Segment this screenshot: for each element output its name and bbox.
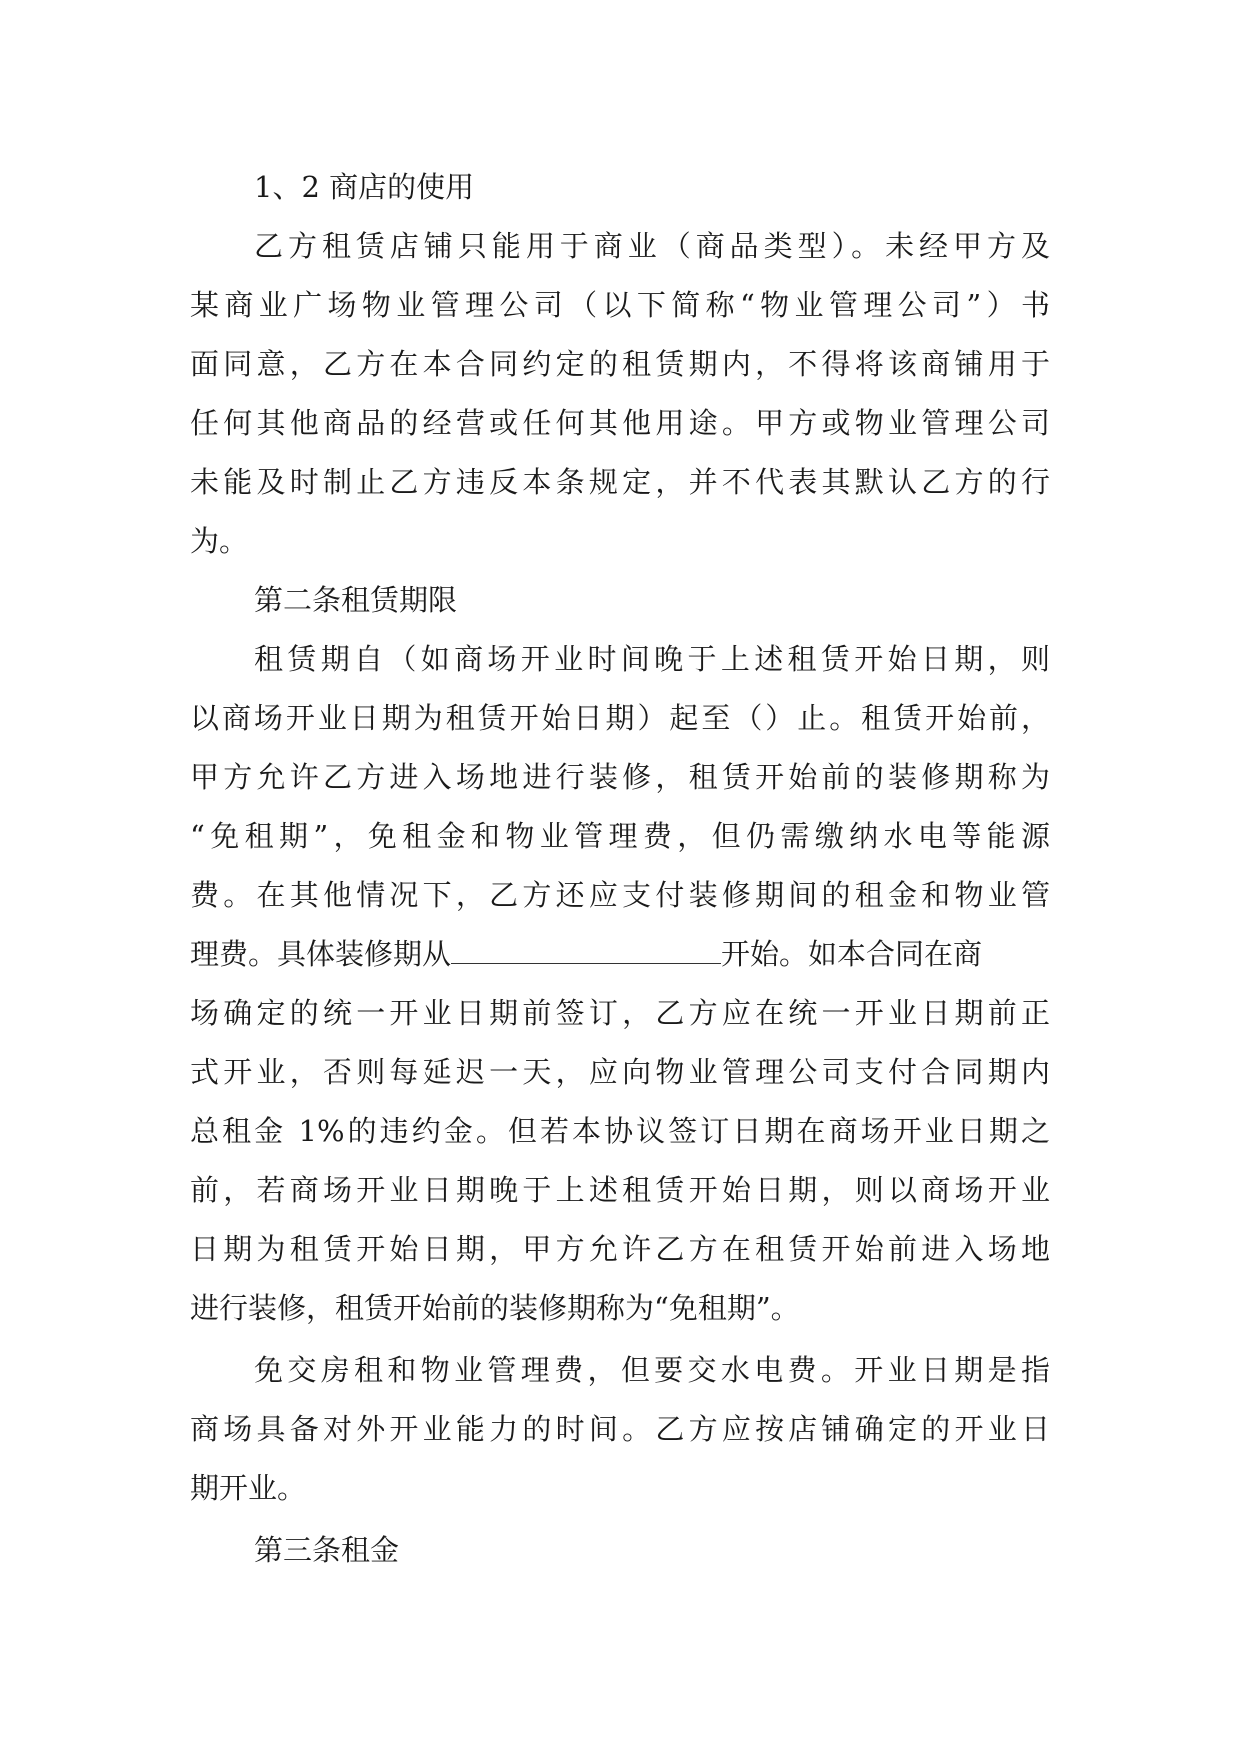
- paragraph-line: 前，若商场开业日期晚于上述租赁开始日期，则以商场开业: [190, 1173, 1050, 1207]
- paragraph-line: 面同意，乙方在本合同约定的租赁期内，不得将该商铺用于: [190, 347, 1050, 381]
- paragraph-line: “免租期”，免租金和物业管理费，但仍需缴纳水电等能源: [190, 819, 1050, 853]
- paragraph-line: 未能及时制止乙方违反本条规定，并不代表其默认乙方的行: [190, 465, 1050, 499]
- paragraph-line: 日期为租赁开始日期，甲方允许乙方在租赁开始前进入场地: [190, 1232, 1050, 1266]
- paragraph-line: 场确定的统一开业日期前签订，乙方应在统一开业日期前正: [190, 996, 1050, 1030]
- paragraph-line: 期开业。: [190, 1471, 307, 1505]
- paragraph-line: 商场具备对外开业能力的时间。乙方应按店铺确定的开业日: [190, 1412, 1050, 1446]
- paragraph-line: 乙方租赁店铺只能用于商业（商品类型）。未经甲方及: [254, 229, 1050, 263]
- paragraph-line: 免交房租和物业管理费，但要交水电费。开业日期是指: [254, 1353, 1050, 1387]
- article-heading-3: 第三条租金: [254, 1533, 400, 1567]
- paragraph-line: 以商场开业日期为租赁开始日期）起至（）止。租赁开始前，: [190, 701, 1050, 735]
- document-body: [190, 158, 1050, 1580]
- paragraph-line: 为。: [190, 524, 249, 558]
- paragraph-line: 甲方允许乙方进入场地进行装修，租赁开始前的装修期称为: [190, 760, 1050, 794]
- paragraph-line: 费。在其他情况下，乙方还应支付装修期间的租金和物业管: [190, 878, 1050, 912]
- blank-line-suffix: 开始。如本合同在商: [721, 937, 983, 971]
- paragraph-line: 任何其他商品的经营或任何其他用途。甲方或物业管理公司: [190, 406, 1050, 440]
- article-heading-2: 第二条租赁期限: [254, 583, 458, 617]
- section-heading-1-2: 1、2 商店的使用: [254, 170, 475, 204]
- blank-line-prefix: 理费。具体装修期从: [190, 937, 452, 971]
- paragraph-line: 总租金 1%的违约金。但若本协议签订日期在商场开业日期之: [190, 1114, 1050, 1148]
- paragraph-line: 某商业广场物业管理公司（以下简称“物业管理公司”）书: [190, 288, 1050, 322]
- paragraph-line: 进行装修，租赁开始前的装修期称为“免租期”。: [190, 1291, 800, 1325]
- paragraph-line: 式开业，否则每延迟一天，应向物业管理公司支付合同期内: [190, 1055, 1050, 1089]
- paragraph-line: 租赁期自（如商场开业时间晚于上述租赁开始日期，则: [254, 642, 1050, 676]
- fill-in-blank: [451, 941, 721, 964]
- paragraph-line-with-blank: [190, 925, 1050, 984]
